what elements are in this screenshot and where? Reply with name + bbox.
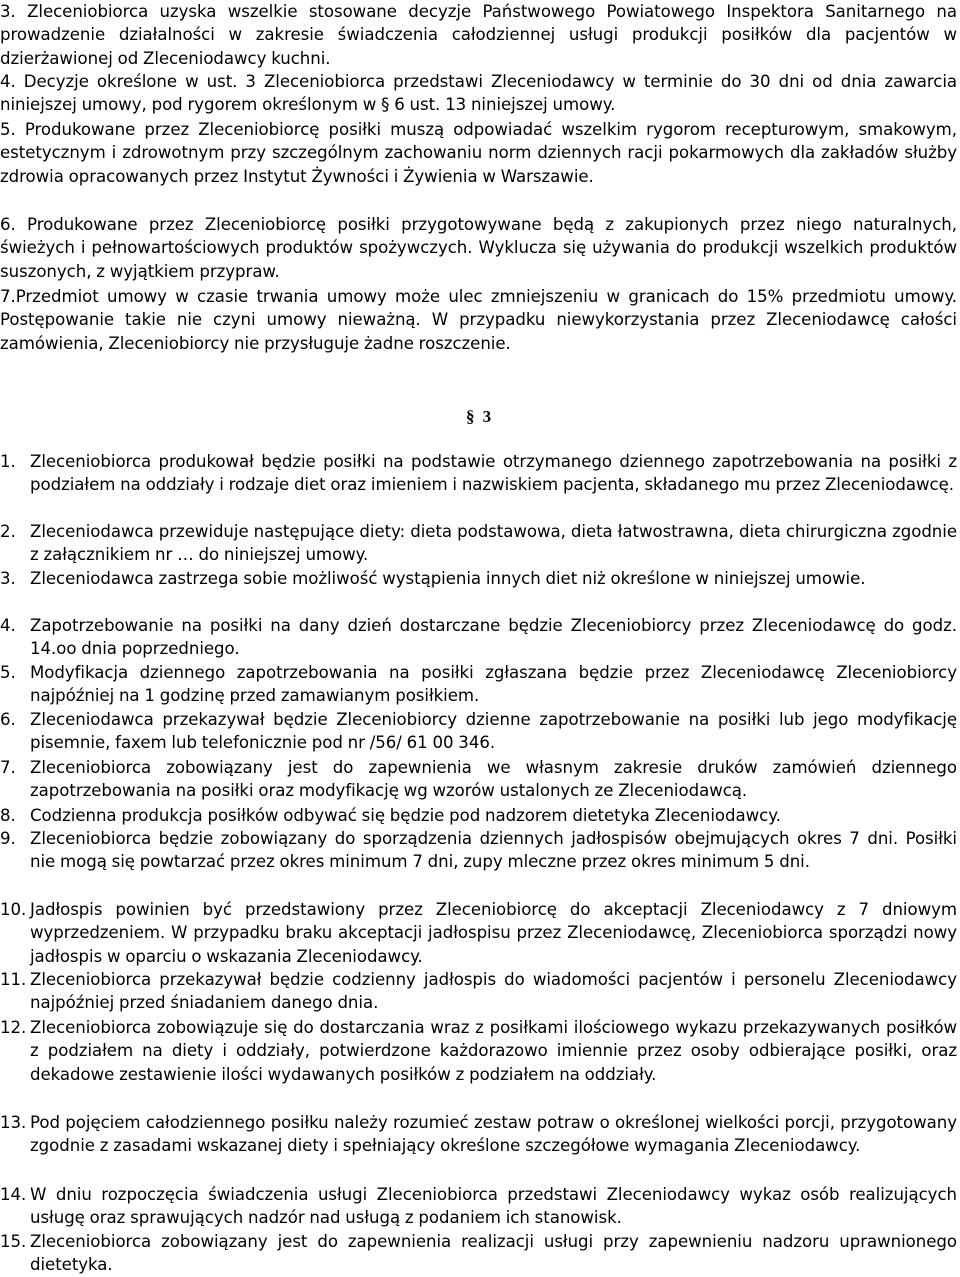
list-item-text: Jadłospis powinien być przedstawiony przez Zleceniobiorcę do akceptacji Zleceniodawcy z 7 dniowym wyprzedzeniem. W przypadku braku akceptacji jadłospisu przez Zleceniodawcę, Zleceniobiorca sporządzi nowy jadłospis w oparciu o wskazania Zleceniodawcy. bbox=[30, 900, 957, 966]
paragraph-number: 6. bbox=[0, 215, 16, 234]
list-item-number: 7. bbox=[0, 758, 16, 777]
list-item-text: Zapotrzebowanie na posiłki na dany dzień dostarczane będzie Zleceniobiorcy przez Zleceniodawcę do godz. 14.oo dnia poprzedniego. bbox=[30, 616, 957, 659]
list-item-number: 13. bbox=[0, 1113, 27, 1132]
list-item-text: Zleceniobiorca zobowiązany jest do zapewnienia realizacji usługi przy zapewnieniu nadzoru uprawnionego dietetyka. bbox=[30, 1232, 957, 1275]
paragraph-number: 4. bbox=[0, 72, 16, 91]
paragraph-number: 5. bbox=[0, 120, 16, 139]
paragraph-4 bbox=[0, 70, 957, 117]
paragraph-text: Zleceniobiorca uzyska wszelkie stosowane decyzje Państwowego Powiatowego Inspektora Sanitarnego na prowadzenie działalności w zakresie świadczenia całodziennej usługi produkcji posiłków dla pacjentów w dzierżawionej od Zleceniodawcy kuchni. bbox=[0, 2, 957, 68]
list-item bbox=[0, 1183, 957, 1230]
list-item-text: Zleceniobiorca przekazywał będzie codzienny jadłospis do wiadomości pacjentów i personelu Zleceniodawcy najpóźniej przed śniadaniem danego dnia. bbox=[30, 970, 957, 1013]
list-item bbox=[0, 708, 957, 755]
paragraph-7 bbox=[0, 285, 957, 355]
paragraph-text: Produkowane przez Zleceniobiorcę posiłki przygotowywane będą z zakupionych przez niego naturalnych, świeżych i pełnowartościowych produktów spożywczych. Wyklucza się używania do produkcji wszelkich produktów suszonych, z wyjątkiem przypraw. bbox=[0, 215, 957, 281]
paragraph-3 bbox=[0, 0, 957, 70]
list-item bbox=[0, 968, 957, 1015]
paragraph-text: Decyzje określone w ust. 3 Zleceniobiorca przedstawi Zleceniodawcy w terminie do 30 dni od dnia zawarcia niniejszej umowy, pod rygorem określonym w § 6 ust. 13 niniejszej umowy. bbox=[0, 72, 957, 115]
list-item-text: Zleceniodawca zastrzega sobie możliwość wystąpienia innych diet niż określone w niniejszej umowie. bbox=[30, 569, 866, 588]
list-item-number: 3. bbox=[0, 569, 16, 588]
list-item bbox=[0, 898, 957, 968]
paragraph-6 bbox=[0, 213, 957, 283]
list-item-text: Zleceniobiorca zobowiązany jest do zapewnienia we własnym zakresie druków zamówień dziennego zapotrzebowania na posiłki oraz modyfikację wg wzorów ustalonych ze Zleceniodawcą. bbox=[30, 758, 957, 801]
list-item-text: W dniu rozpoczęcia świadczenia usługi Zleceniobiorca przedstawi Zleceniodawcy wykaz osób realizujących usługę oraz sprawujących nadzór nad usługą z podaniem ich stanowisk. bbox=[30, 1185, 957, 1228]
list-item-text: Zleceniodawca przewiduje następujące diety: dieta podstawowa, dieta łatwostrawna, dieta chirurgiczna zgodnie z załącznikiem nr … do niniejszej umowy. bbox=[30, 522, 957, 565]
list-item-text: Zleceniobiorca produkował będzie posiłki na podstawie otrzymanego dziennego zapotrzebowania na posiłki z podziałem na oddziały i rodzaje diet oraz imieniem i nazwiskiem pacjenta, składanego mu przez Zleceniodawcę. bbox=[30, 452, 957, 495]
list-item-text: Zleceniobiorca będzie zobowiązany do sporządzenia dziennych jadłospisów obejmujących okres 7 dni. Posiłki nie mogą się powtarzać przez okres minimum 7 dni, zupy mleczne przez okres minimum 5 dni. bbox=[30, 829, 957, 872]
list-item bbox=[0, 614, 957, 661]
list-item-number: 1. bbox=[0, 452, 16, 471]
paragraph-text: Produkowane przez Zleceniobiorcę posiłki muszą odpowiadać wszelkim rygorom recepturowym, smakowym, estetycznym i zdrowotnym przy szczególnym zachowaniu norm dziennych racji pokarmowych dla zakładów służby zdrowia opracowanych przez Instytut Żywności i Żywienia w Warszawie. bbox=[0, 120, 957, 186]
list-item-number: 2. bbox=[0, 522, 16, 541]
list-item-text: Codzienna produkcja posiłków odbywać się będzie pod nadzorem dietetyka Zleceniodawcy. bbox=[30, 806, 781, 825]
section-heading: § 3 bbox=[466, 407, 492, 426]
list-item bbox=[0, 804, 957, 827]
paragraph-number: 7. bbox=[0, 287, 16, 306]
list-item bbox=[0, 827, 957, 874]
paragraph-5 bbox=[0, 118, 957, 188]
paragraph-text: Przedmiot umowy w czasie trwania umowy może ulec zmniejszeniu w granicach do 15% przedmiotu umowy. Postępowanie takie nie czyni umowy nieważną. W przypadku niewykorzystania przez Zleceniodawcę całości zamówienia, Zleceniobiorcy nie przysługuje żadne roszczenie. bbox=[0, 287, 957, 353]
list-item-number: 12. bbox=[0, 1018, 27, 1037]
list-item bbox=[0, 520, 957, 567]
list-item bbox=[0, 756, 957, 803]
list-item bbox=[0, 1230, 957, 1277]
list-item-number: 15. bbox=[0, 1232, 27, 1251]
list-item-number: 9. bbox=[0, 829, 16, 848]
list-item bbox=[0, 450, 957, 497]
list-item-text: Zleceniodawca przekazywał będzie Zleceniobiorcy dzienne zapotrzebowanie na posiłki lub jego modyfikację pisemnie, faxem lub telefonicznie pod nr /56/ 61 00 346. bbox=[30, 710, 957, 753]
list-item bbox=[0, 1016, 957, 1086]
list-item-text: Zleceniobiorca zobowiązuje się do dostarczania wraz z posiłkami ilościowego wykazu przekazywanych posiłków z podziałem na diety i oddziały, potwierdzone każdorazowo imiennie przez osoby odbierające posiłki, oraz dekadowe zestawienie ilości wydawanych posiłków z podziałem na oddziały. bbox=[30, 1018, 957, 1084]
paragraph-number: 3. bbox=[0, 2, 16, 21]
list-item-number: 14. bbox=[0, 1185, 27, 1204]
list-item bbox=[0, 567, 957, 590]
list-item bbox=[0, 661, 957, 708]
list-item-number: 5. bbox=[0, 663, 16, 682]
list-item-number: 10. bbox=[0, 900, 27, 919]
list-item-text: Modyfikacja dziennego zapotrzebowania na posiłki zgłaszana będzie przez Zleceniodawcę Zleceniobiorcy najpóźniej na 1 godzinę przed zamawianym posiłkiem. bbox=[30, 663, 957, 706]
list-item-text: Pod pojęciem całodziennego posiłku należy rozumieć zestaw potraw o określonej wielkości porcji, przygotowany zgodnie z zasadami wskazanej diety i spełniający określone szczegółowe wymagania Zleceniodawcy. bbox=[30, 1113, 957, 1156]
list-item-number: 8. bbox=[0, 806, 16, 825]
list-item bbox=[0, 1111, 957, 1158]
list-item-number: 4. bbox=[0, 616, 16, 635]
list-item-number: 11. bbox=[0, 970, 27, 989]
list-item-number: 6. bbox=[0, 710, 16, 729]
